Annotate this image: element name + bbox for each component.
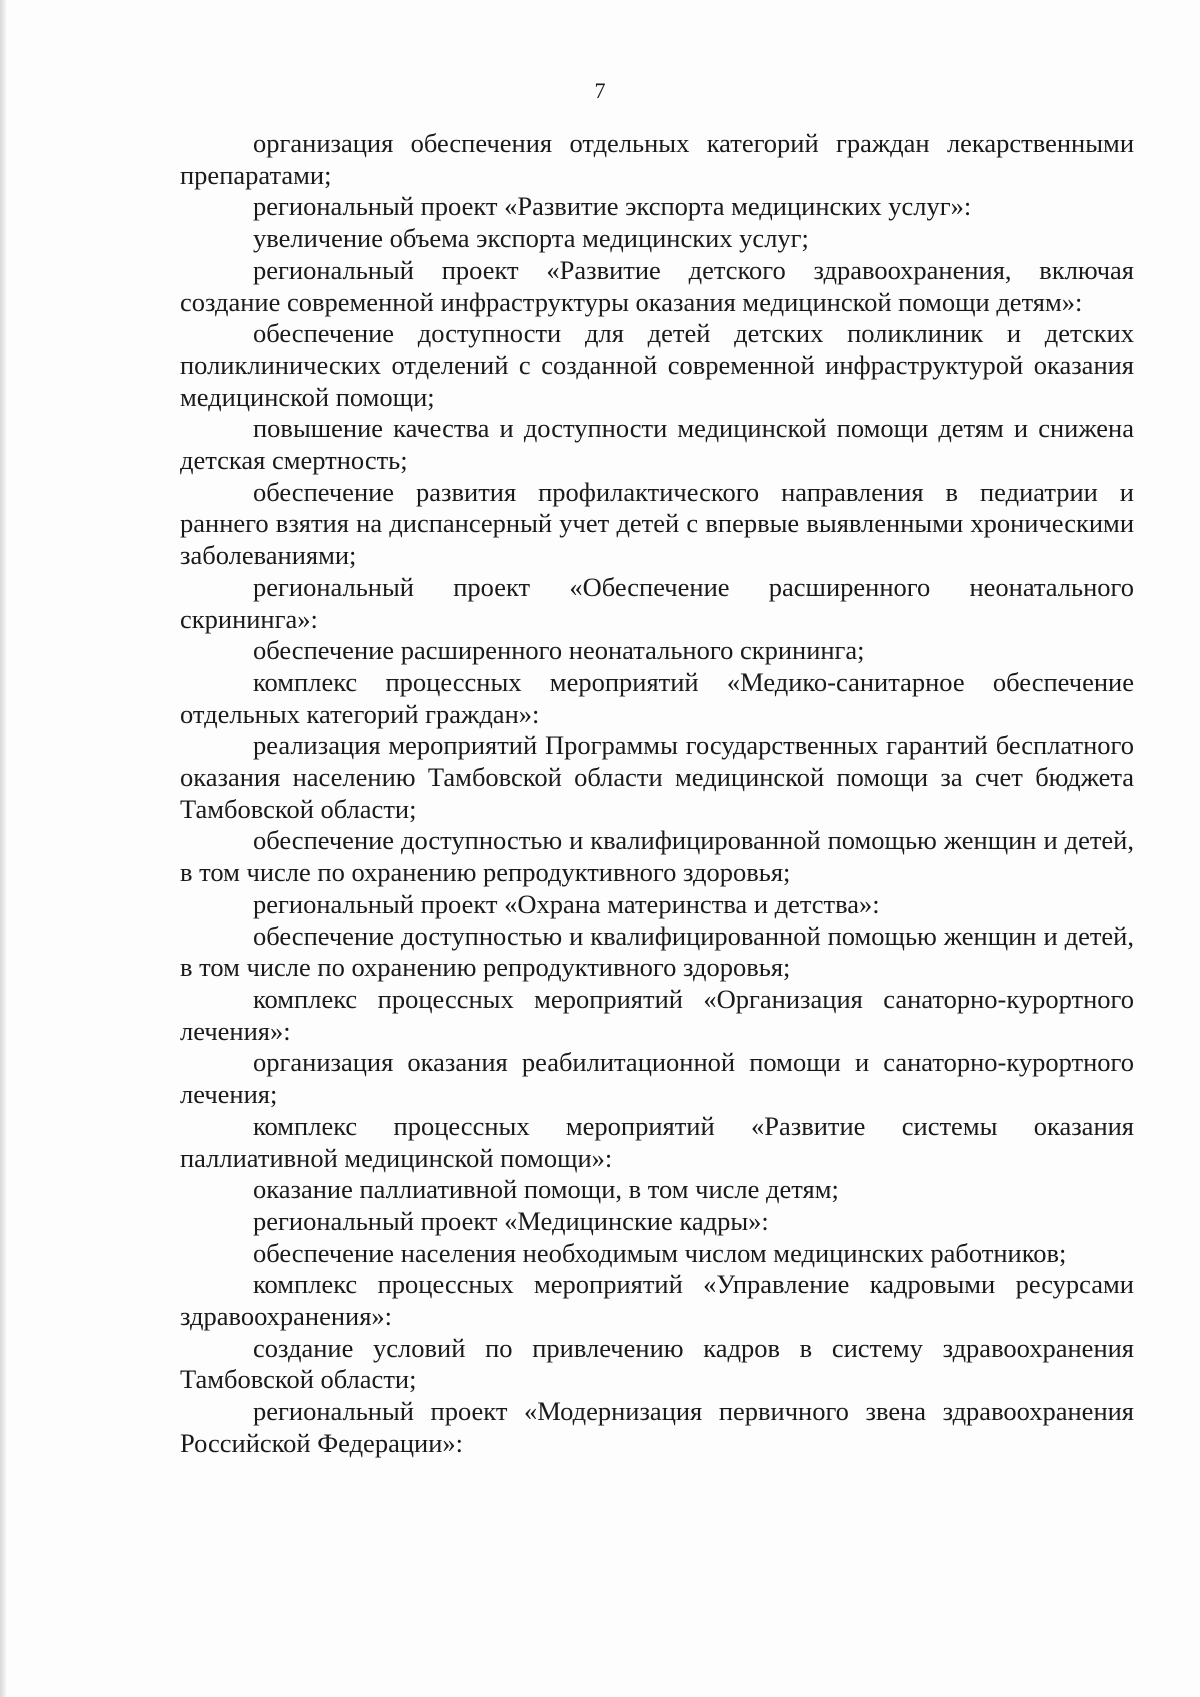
paragraph: создание условий по привлечению кадров в систему здравоохранения Тамбовской области; (180, 1332, 1134, 1395)
paragraph: региональный проект «Модернизация первичного звена здравоохранения Российской Федерации»: (180, 1396, 1134, 1458)
paragraph: обеспечение развития профилактического направления в педиатрии и раннего взятия на диспансерный учет детей с впервые выявленными хроническими заболеваниями; (180, 476, 1134, 571)
paragraph: комплекс процессных мероприятий «Организация санаторно-курортного лечения»: (180, 983, 1134, 1046)
paragraph: организация обеспечения отдельных категорий граждан лекарственными препаратами; (180, 128, 1134, 190)
paragraph: обеспечение доступностью и квалифицированной помощью женщин и детей, в том числе по охранению репродуктивного здоровья; (180, 920, 1134, 983)
paragraph: обеспечение населения необходимым числом медицинских работников; (253, 1237, 1067, 1268)
paragraph: комплекс процессных мероприятий «Развитие системы оказания паллиативной медицинской помощи»: (180, 1110, 1134, 1173)
paragraph: региональный проект «Развитие детского здравоохранения, включая создание современной инфраструктуры оказания медицинской помощи детям»: (180, 254, 1134, 317)
document-body (180, 128, 1134, 1460)
paragraph: региональный проект «Обеспечение расширенного неонатального скрининга»: (180, 571, 1134, 634)
paragraph: региональный проект «Развитие экспорта медицинских услуг»: (253, 191, 972, 222)
paragraph: обеспечение доступностью и квалифицированной помощью женщин и детей, в том числе по охранению репродуктивного здоровья; (180, 825, 1134, 888)
paragraph: комплекс процессных мероприятий «Медико-санитарное обеспечение отдельных категорий граждан»: (180, 666, 1134, 729)
paragraph: оказание паллиативной помощи, в том числе детям; (253, 1174, 839, 1205)
page-number: 7 (594, 78, 606, 103)
paragraph: обеспечение доступности для детей детских поликлиник и детских поликлинических отделений с созданной современной инфраструктурой оказания медицинской помощи; (180, 318, 1134, 412)
paragraph: комплекс процессных мероприятий «Управление кадровыми ресурсами здравоохранения»: (180, 1269, 1134, 1332)
paragraph: региональный проект «Медицинские кадры»: (253, 1205, 769, 1236)
paragraph: организация оказания реабилитационной помощи и санаторно-курортного лечения; (180, 1047, 1134, 1110)
paragraph: обеспечение расширенного неонатального скрининга; (253, 635, 865, 666)
paragraph: региональный проект «Охрана материнства и детства»: (253, 888, 880, 919)
paragraph: увеличение объема экспорта медицинских услуг; (253, 223, 809, 254)
paragraph: повышение качества и доступности медицинской помощи детям и снижена детская смертность; (180, 413, 1134, 476)
scan-edge (0, 0, 6, 1697)
paragraph: реализация мероприятий Программы государственных гарантий бесплатного оказания населению Тамбовской области медицинской помощи за счет бюджета Тамбовской области; (180, 730, 1134, 824)
